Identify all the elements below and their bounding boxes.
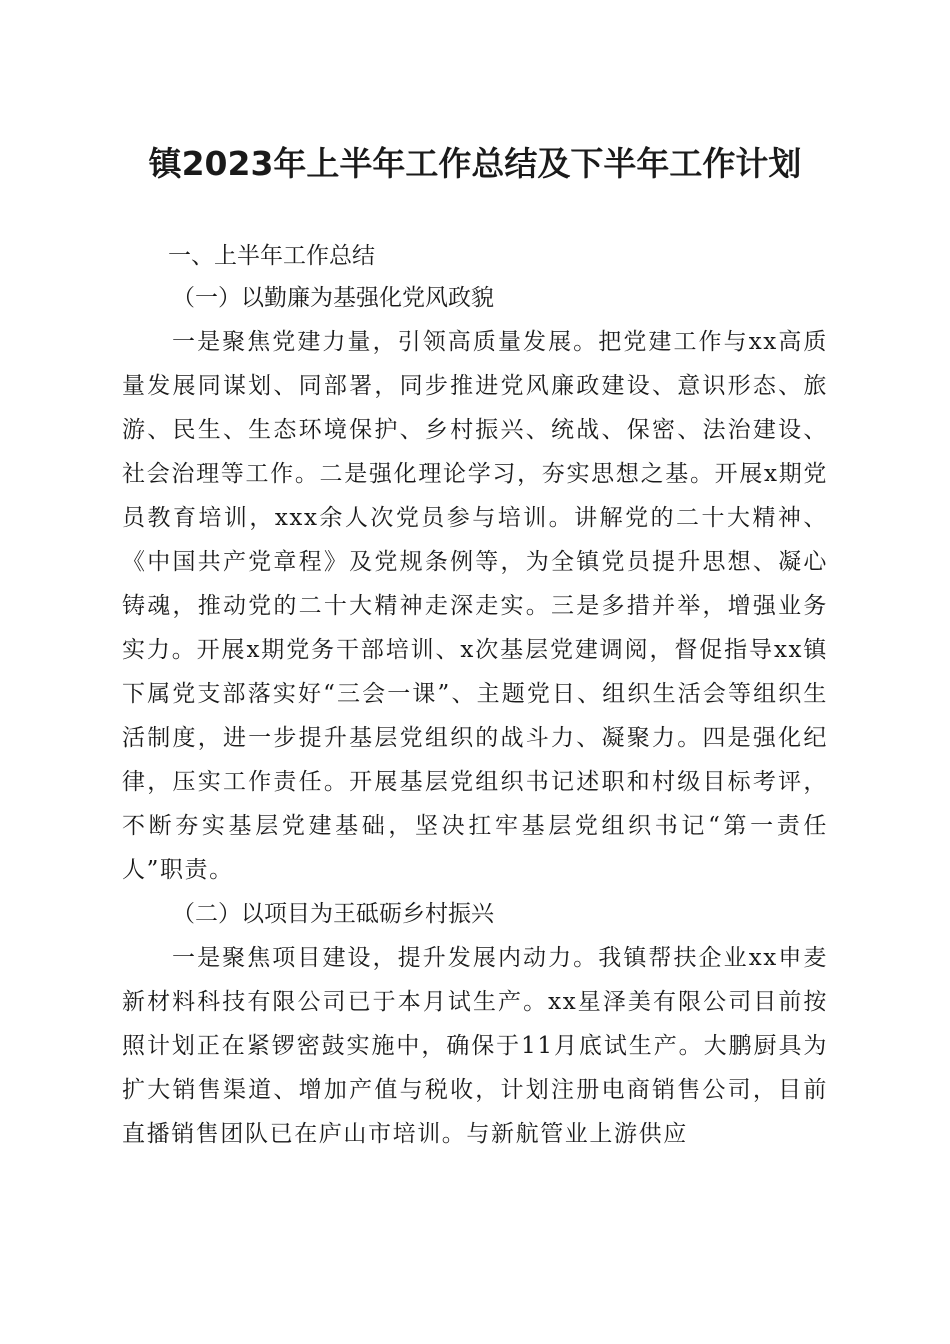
paragraph-1-lead: 一是聚焦党建力量，引领高质量发展。: [172, 329, 599, 355]
section-heading: 一、上半年工作总结: [168, 243, 375, 269]
paragraph-2-body: 我镇帮扶企业xx申麦新材料科技有限公司已于本月试生产。xx星泽美有限公司目前按照计划正在紧锣密鼓实施中，确保于11月底试生产。大鹏厨具为扩大销售渠道、增加产值与税收，计划注册电商销售公司，目前直播销售团队已在庐山市培训。与新航管业上游供应: [122, 945, 828, 1147]
subsection-heading-1: （一）以勤廉为基强化党风政貌: [172, 285, 494, 311]
subsection-heading-2: （二）以项目为王砥砺乡村振兴: [172, 901, 494, 927]
document-title: 镇2023年上半年工作总结及下半年工作计划: [148, 144, 802, 183]
document-body: [122, 236, 828, 1156]
paragraph-2: [122, 936, 828, 1156]
paragraph-2-lead: 一是聚焦项目建设，提升发展内动力。: [172, 945, 599, 971]
paragraph-1-body: 把党建工作与xx高质量发展同谋划、同部署，同步推进党风廉政建设、意识形态、旅游、民生、生态环境保护、乡村振兴、统战、保密、法治建设、社会治理等工作。二是强化理论学习，夯实思想之基。开展x期党员教育培训，xxx余人次党员参与培训。讲解党的二十大精神、《中国共产党章程》及党规条例等，为全镇党员提升思想、凝心铸魂，推动党的二十大精神走深走实。三是多措并举，增强业务实力。开展x期党务干部培训、x次基层党建调阅，督促指导xx镇下属党支部落实好“三会一课”、主题党日、组织生活会等组织生活制度，进一步提升基层党组织的战斗力、凝聚力。四是强化纪律，压实工作责任。开展基层党组织书记述职和村级目标考评，不断夯实基层党建基础，坚决扛牢基层党组织书记“第一责任人”职责。: [122, 329, 828, 883]
paragraph-1: [122, 320, 828, 892]
